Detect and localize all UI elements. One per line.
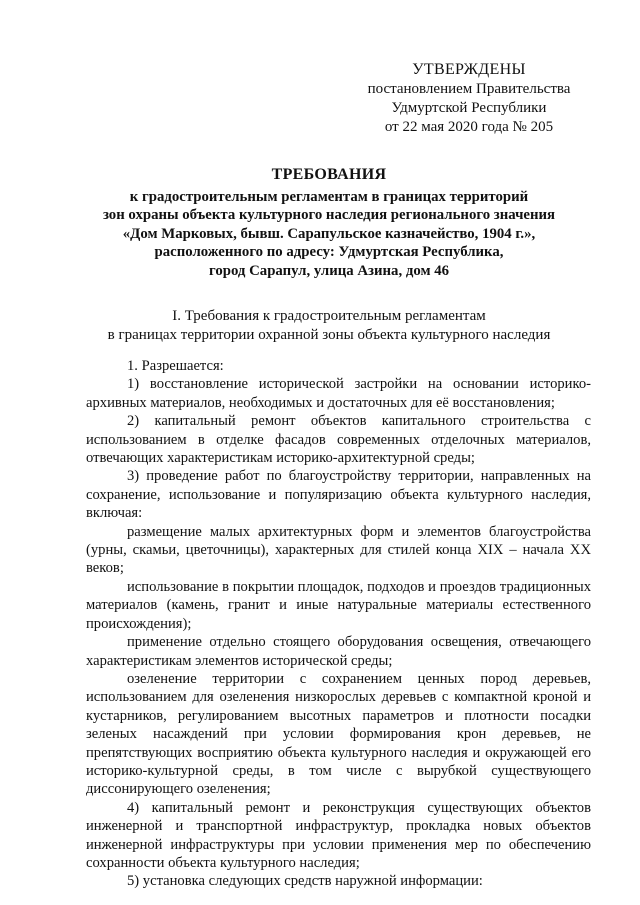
document-title [86, 166, 572, 281]
section-heading-line: в границах территории охранной зоны объекта культурного наследия [107, 327, 551, 343]
paragraph: использование в покрытии площадок, подходов и проездов традиционных материалов (камень, гранит и иные натуральные материалы естественного происхождения); [86, 578, 591, 632]
approval-stamp [352, 60, 586, 137]
paragraph: 5) установка следующих средств наружной информации: [127, 873, 483, 890]
paragraph: 1) восстановление исторической застройки на основании историко-архивных материалов, необходимых и достаточных для её восстановления; [86, 376, 591, 411]
title-main: ТРЕБОВАНИЯ [271, 166, 387, 183]
paragraph: применение отдельно стоящего оборудования освещения, отвечающего характеристикам элементов исторической среды; [86, 634, 591, 669]
title-line: расположенного по адресу: Удмуртская Республика, [154, 244, 504, 261]
section-heading [86, 307, 572, 345]
approval-line: постановлением Правительства [367, 81, 571, 97]
paragraph: 3) проведение работ по благоустройству территории, направленных на сохранение, использование и популяризацию объекта культурного наследия, включая: [86, 468, 591, 522]
title-line: к градостроительным регламентам в границах территорий [129, 188, 529, 205]
approval-line: Удмуртской Республики [391, 100, 547, 116]
section-heading-line: I. Требования к градостроительным регламентам [172, 308, 486, 324]
paragraph: озеленение территории с сохранением ценных пород деревьев, использованием для озеленения низкорослых деревьев с компактной кроной и кустарников, регулированием высотных параметров и плотности посадки зеленых насаждений при условии формирования крон деревьев, не препятствующих восприятию объекта культурного наследия и окружающей его историко-культурной среды, в том числе с вырубкой существующего диссонирующего озеленения; [86, 670, 591, 798]
paragraph: размещение малых архитектурных форм и элементов благоустройства (урны, скамьи, цветочницы), характерных для стилей конца XIX – начала XX веков; [86, 523, 591, 577]
paragraph: 4) капитальный ремонт и реконструкция существующих объектов инженерной и транспортной инфраструктур, прокладка новых объектов инженерной инфраструктуры при условии применения мер по обеспечению сохранности объекта культурного наследия; [86, 799, 591, 871]
approval-line: от 22 мая 2020 года № 205 [384, 119, 554, 135]
title-line: зон охраны объекта культурного наследия регионального значения [102, 207, 556, 224]
paragraph: 2) капитальный ремонт объектов капитального строительства с использованием в отделке фасадов современных отделочных материалов, отвечающих характеристикам историко-архитектурной среды; [86, 413, 591, 467]
approval-heading: УТВЕРЖДЕНЫ [412, 61, 526, 78]
title-line: город Сарапул, улица Азина, дом 46 [208, 262, 450, 279]
document-body [86, 357, 591, 891]
title-line: «Дом Марковых, бывш. Сарапульское казначейство, 1904 г.», [122, 225, 536, 242]
paragraph: 1. Разрешается: [127, 358, 224, 374]
